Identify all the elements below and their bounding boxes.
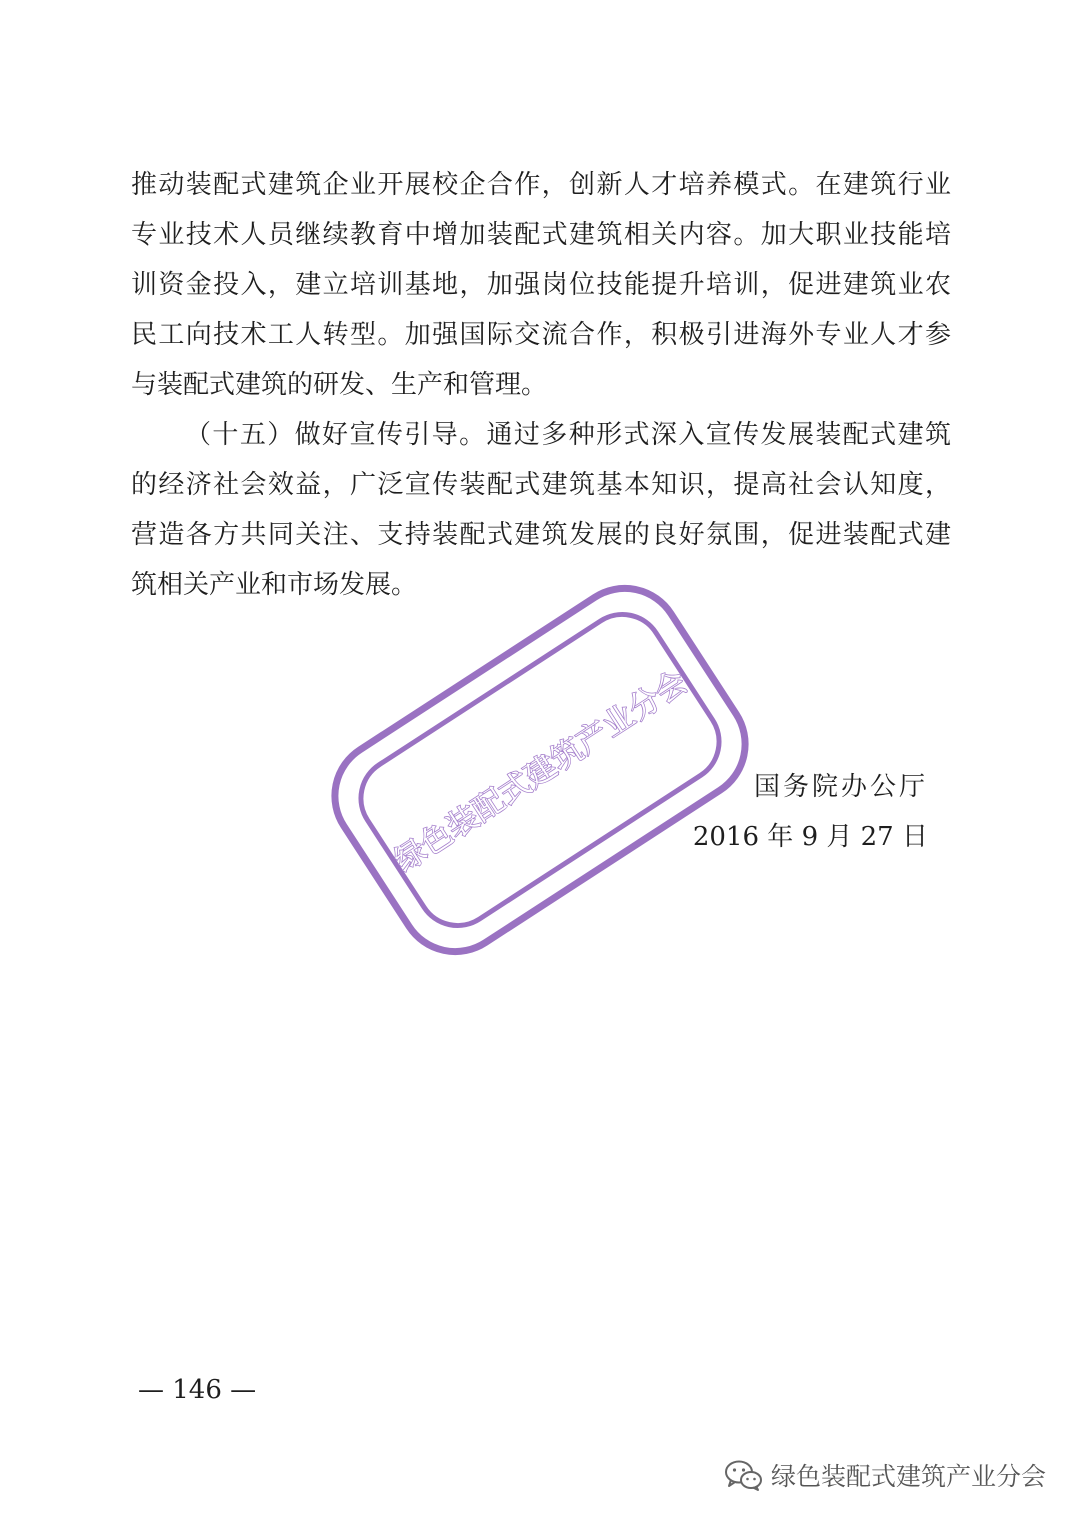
issuing-organization: 国务院办公厅 — [753, 772, 928, 802]
text-line: 训资金投入，建立培训基地，加强岗位技能提升培训，促进建筑业农 — [131, 270, 951, 300]
text-line: 推动装配式建筑企业开展校企合作，创新人才培养模式。在建筑行业 — [131, 170, 951, 200]
text-line: 民工向技术工人转型。加强国际交流合作，积极引进海外专业人才参 — [131, 320, 951, 350]
wechat-icon — [723, 1458, 763, 1492]
text-line: 专业技术人员继续教育中增加装配式建筑相关内容。加大职业技能培 — [131, 220, 951, 250]
footer-brand — [723, 1455, 1046, 1495]
watermark-stamp — [300, 560, 780, 980]
text-line: 的经济社会效益，广泛宣传装配式建筑基本知识，提高社会认知度， — [131, 470, 951, 500]
text-line: 筑相关产业和市场发展。 — [131, 570, 418, 600]
issue-date: 2016 年 9 月 27 日 — [692, 822, 928, 852]
footer-brand-text: 绿色装配式建筑产业分会 — [770, 1462, 1046, 1491]
page-number: — 146 — — [138, 1375, 257, 1405]
document-body — [131, 160, 951, 610]
watermark-text: 绿色装配式建筑产业分会 — [388, 663, 694, 880]
text-line: 营造各方共同关注、支持装配式建筑发展的良好氛围，促进装配式建 — [131, 520, 951, 550]
text-line: （十五）做好宣传引导。通过多种形式深入宣传发展装配式建筑 — [185, 420, 951, 450]
text-line: 与装配式建筑的研发、生产和管理。 — [131, 370, 548, 400]
